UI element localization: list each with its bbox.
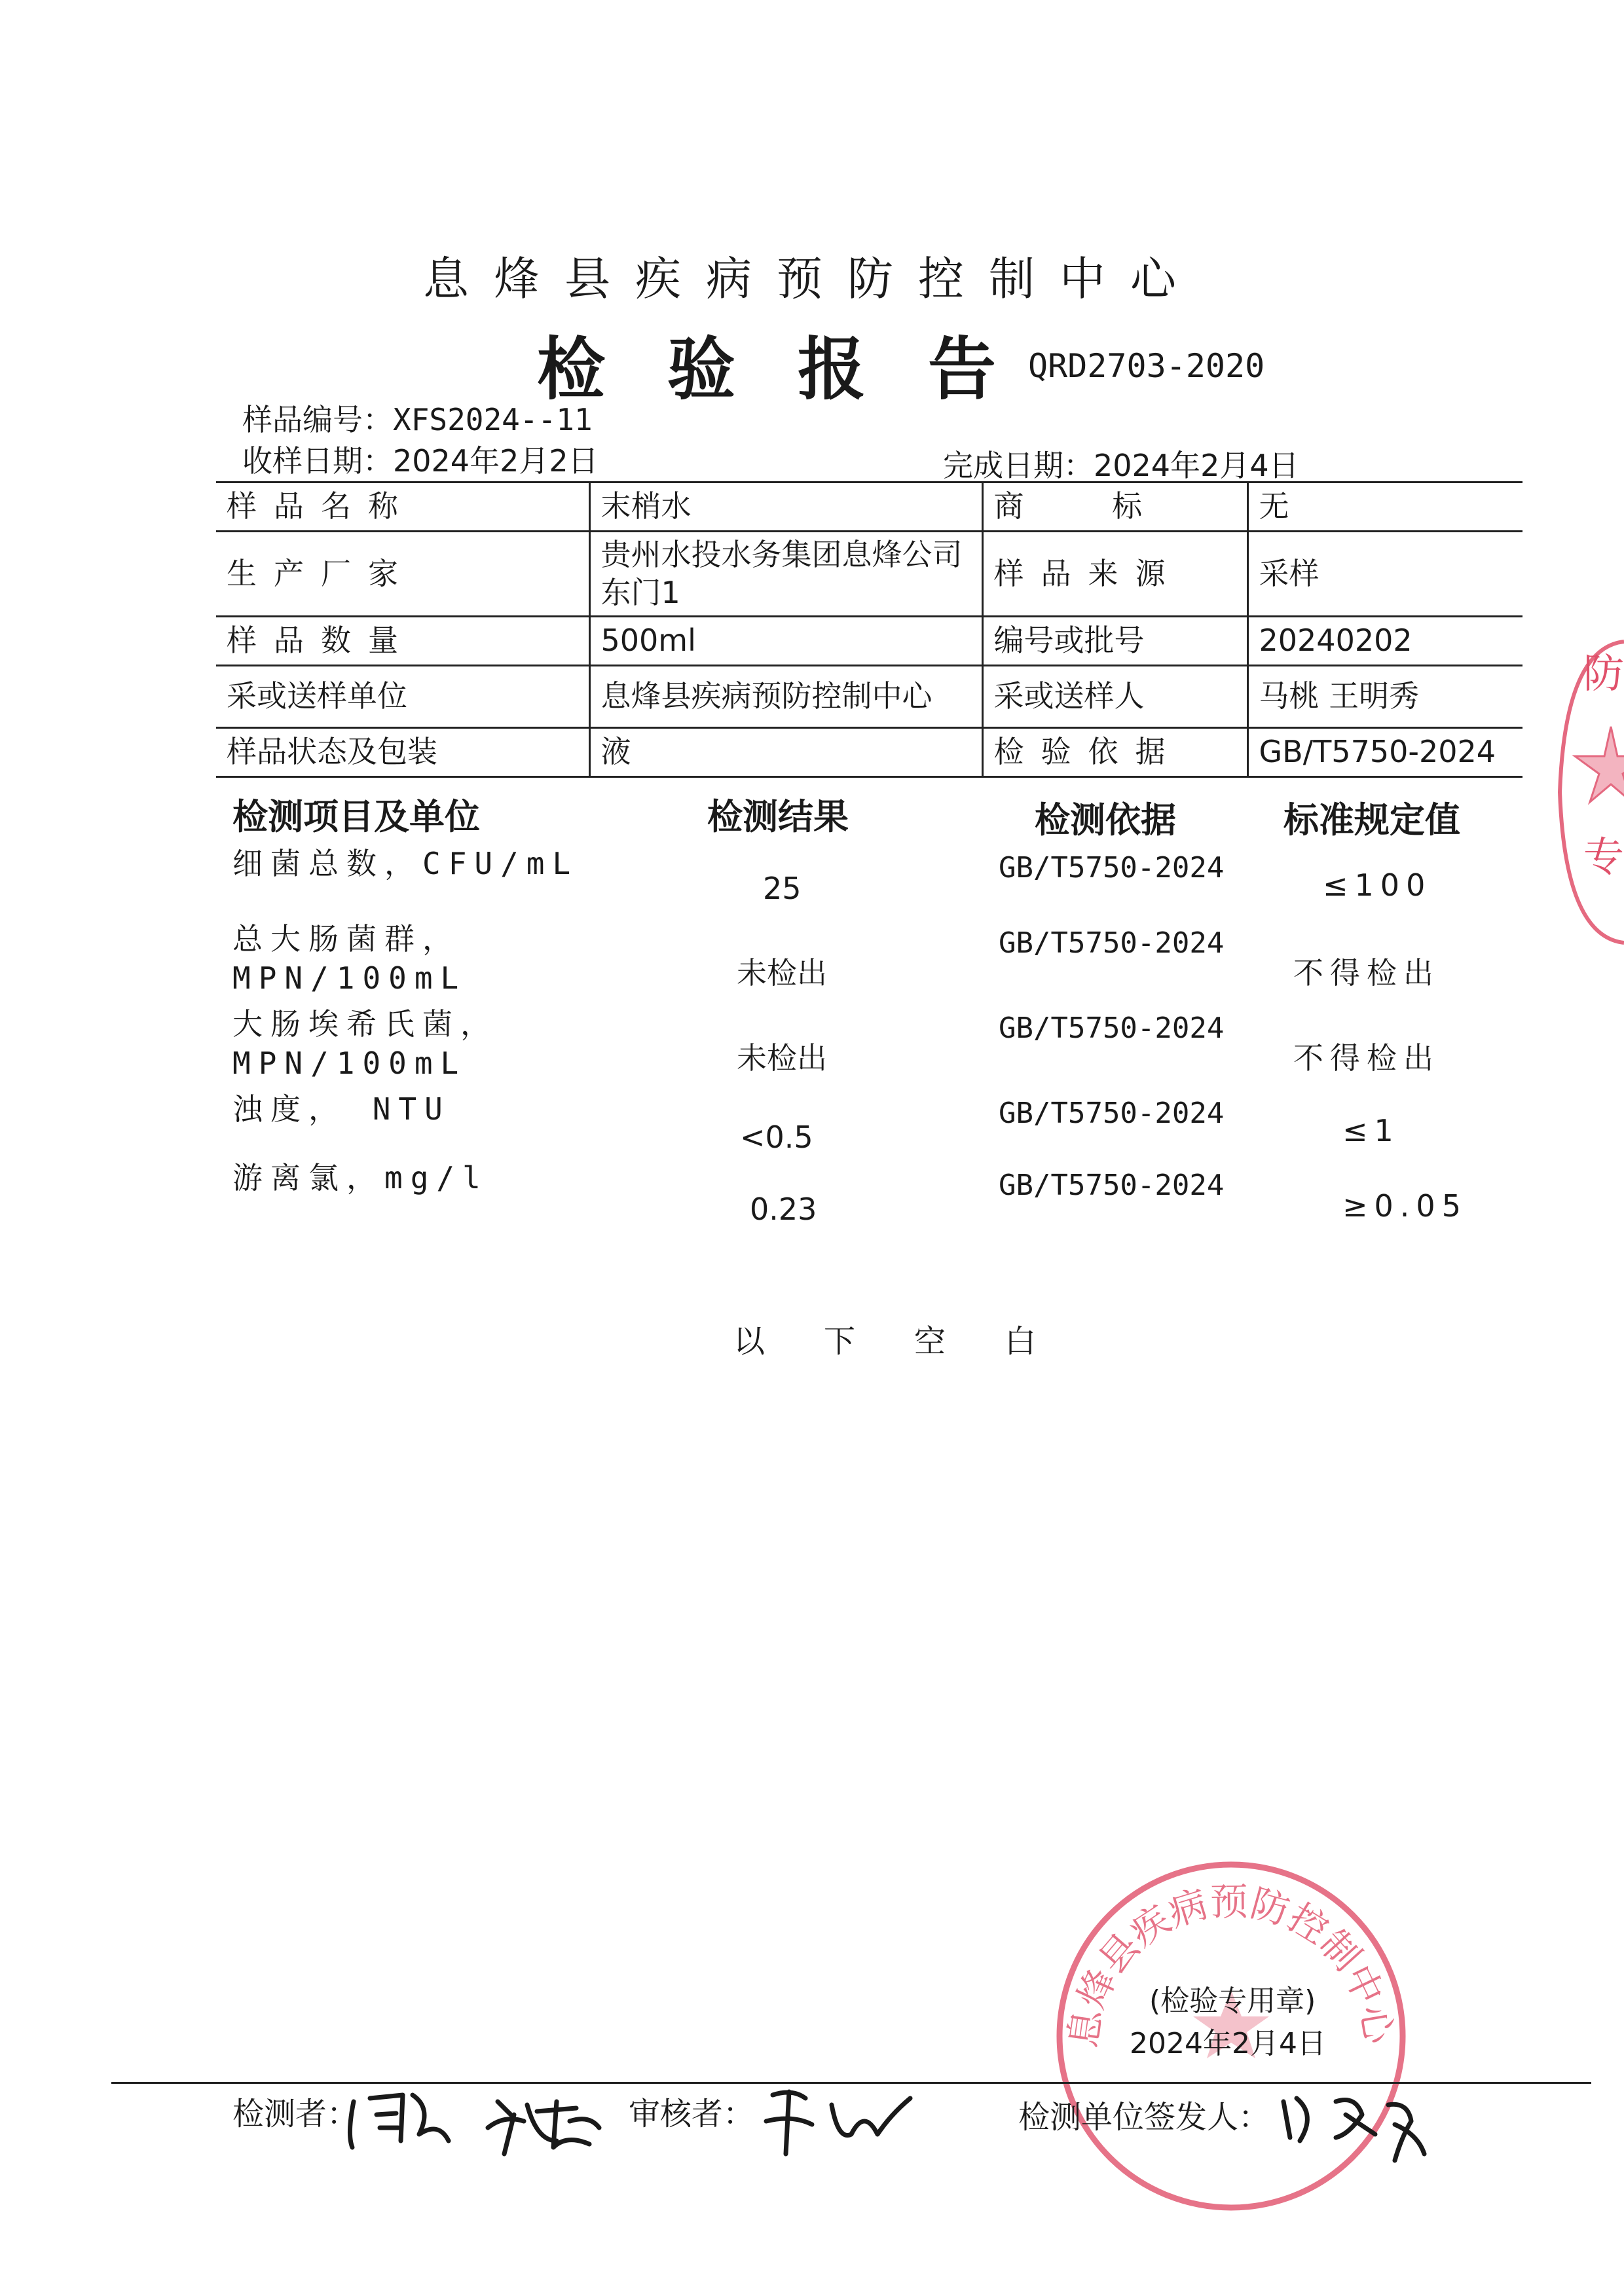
test-basis: GB/T5750-2024 [999,1011,1225,1045]
received-date-row [242,437,599,481]
field-value: 息烽县疾病预防控制中心 [589,666,982,728]
test-result: 未检出 [737,955,827,991]
test-basis: GB/T5750-2024 [999,851,1225,884]
issuer-signature [1270,2075,1441,2174]
table-row [216,532,1522,617]
document-code: QRD2703-2020 [1028,347,1265,385]
test-item: 浊度， NTU [232,1091,451,1127]
test-result: 未检出 [737,1040,827,1076]
field-value: 末梢水 [589,483,982,532]
column-header-basis: 检测依据 [1035,799,1176,841]
field-value: 贵州水投水务集团息烽公司东门1 [589,532,982,617]
test-standard: 不得检出 [1293,1040,1440,1076]
issuer-label: 检测单位签发人： [1018,2099,1270,2136]
sample-number-label: 样品编号： [242,402,393,437]
table-row [216,617,1522,666]
tester-signatures [341,2075,616,2160]
test-item: 细菌总数，CFU/mL [232,846,579,881]
organization-name: 息烽县疾病预防控制中心 [423,252,1201,306]
field-label: 检验依据 [982,728,1247,777]
completed-date: 2024年2月4日 [1094,448,1299,483]
seal-ring-text: 息烽县疾病预防控制中心 [1060,1879,1402,2050]
test-result: 0.23 [750,1192,817,1227]
tester-label: 检测者： [232,2096,359,2132]
field-value: GB/T5750-2024 [1247,728,1522,777]
test-standard: ≥0.05 [1342,1188,1467,1224]
field-label: 样品来源 [982,532,1247,617]
reviewer-label: 审核者： [629,2096,755,2132]
field-value: 20240202 [1247,617,1522,666]
field-label: 样品状态及包装 [216,728,589,777]
received-date: 2024年2月2日 [393,443,599,479]
column-header-item: 检测项目及单位 [232,796,480,837]
sample-number: XFS2024--11 [393,402,593,437]
stamp-date: 2024年2月4日 [1130,2027,1326,2060]
side-stamp-text-top: 防 [1583,649,1624,697]
test-basis: GB/T5750-2024 [999,1169,1225,1202]
field-label: 采或送样人 [982,666,1247,728]
test-item: 游离氯，mg/l [232,1160,489,1195]
test-standard: ≤100 [1323,867,1432,903]
completed-date-row [943,442,1299,485]
field-label: 采或送样单位 [216,666,589,728]
field-label: 样品数量 [216,617,589,666]
field-value: 采样 [1247,532,1522,617]
field-value: 液 [589,728,982,777]
field-value: 马桃 王明秀 [1247,666,1522,728]
sample-info-table [216,481,1522,778]
received-date-label: 收样日期： [242,443,393,479]
completed-date-label: 完成日期： [943,448,1094,483]
field-label: 编号或批号 [982,617,1247,666]
table-row [216,483,1522,532]
field-value: 500ml [589,617,982,666]
side-stamp-text-bottom: 专 [1583,833,1624,881]
column-header-standard: 标准规定值 [1283,799,1460,841]
side-stamp [1552,629,1624,956]
test-item: 大肠埃希氏菌，MPN/100mL [232,1006,498,1081]
test-basis: GB/T5750-2024 [999,926,1225,960]
field-label: 生产厂家 [216,532,589,617]
field-value: 无 [1247,483,1522,532]
field-label: 样品名称 [216,483,589,532]
end-of-content-note: 以下空白 [733,1323,1096,1360]
reviewer-signature [753,2069,923,2167]
stamp-label: (检验专用章) [1149,1984,1316,2018]
test-item: 总大肠菌群，MPN/100mL [232,921,467,996]
table-row [216,728,1522,777]
sample-number-row [242,396,593,439]
test-result: <0.5 [740,1120,813,1155]
table-row [216,666,1522,728]
test-standard: 不得检出 [1293,955,1440,991]
test-result: 25 [763,871,802,906]
field-label: 商 标 [982,483,1247,532]
test-standard: ≤1 [1342,1113,1400,1148]
test-basis: GB/T5750-2024 [999,1097,1225,1130]
report-title: 检验报告 [537,329,1059,409]
column-header-result: 检测结果 [707,796,849,837]
